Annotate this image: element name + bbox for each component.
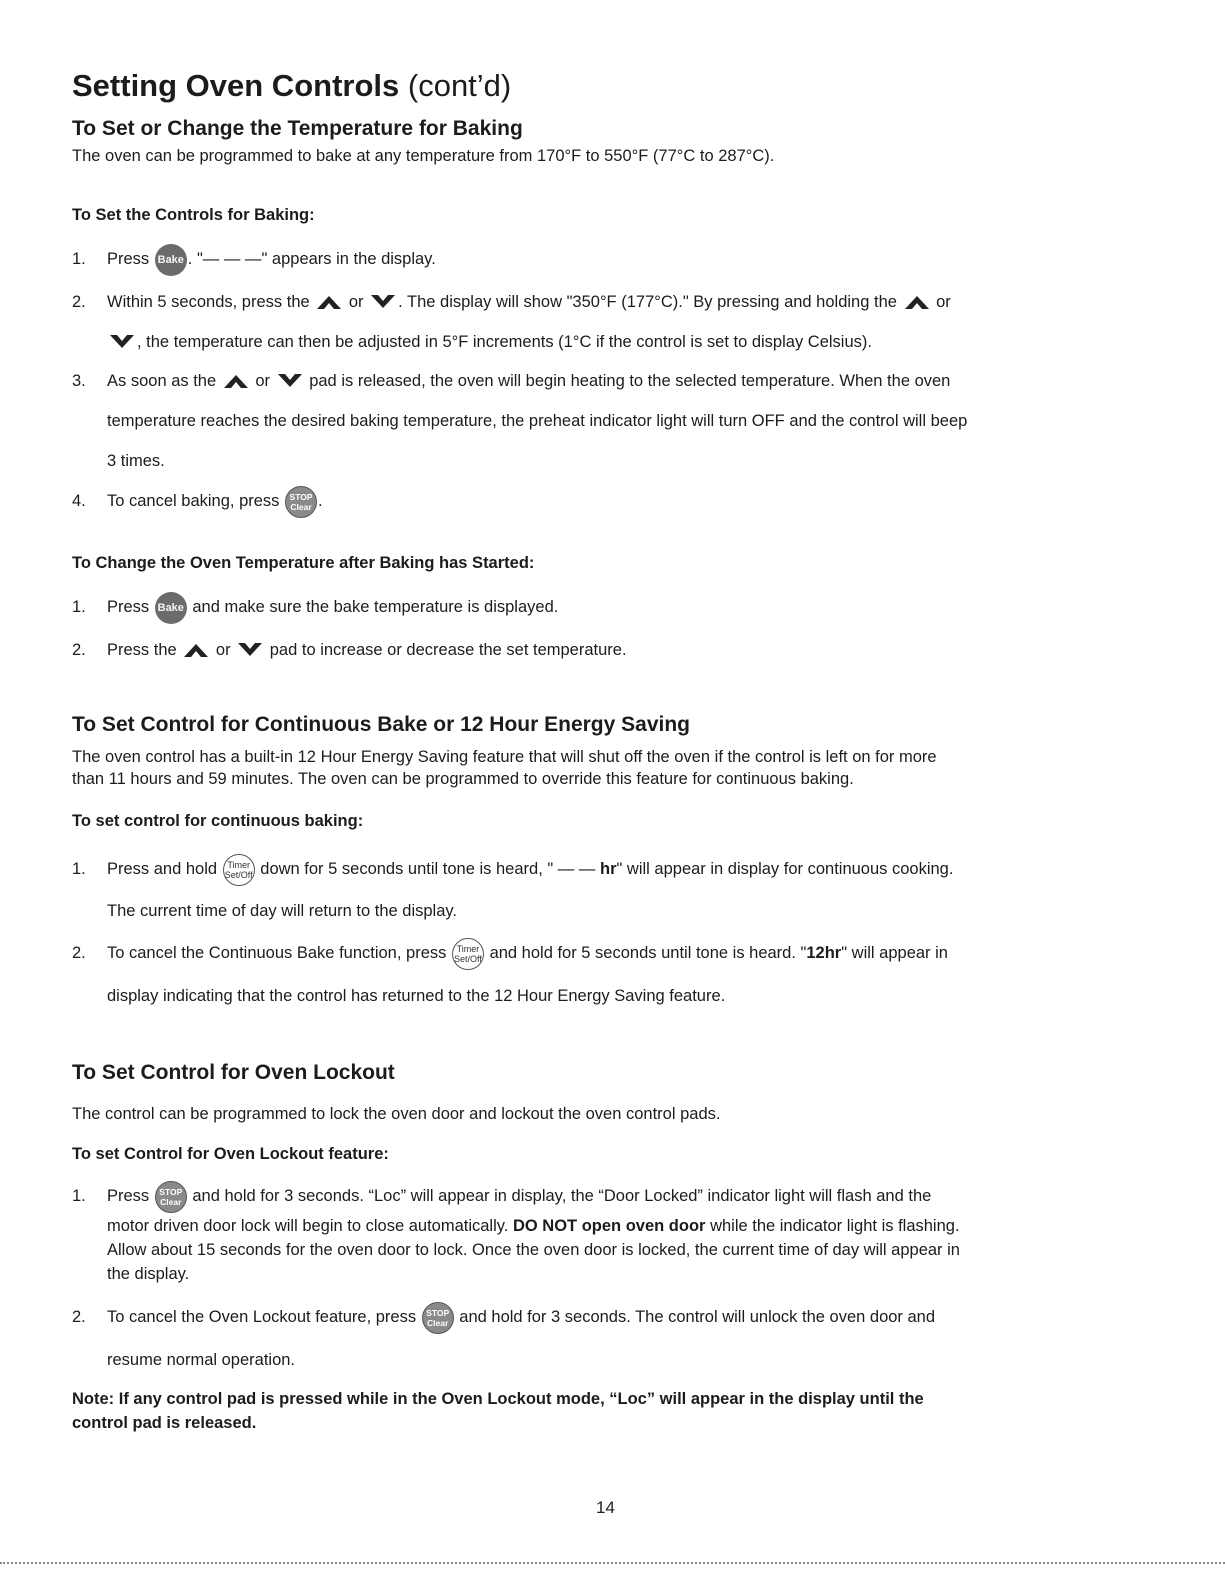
icon-label: STOP	[159, 1186, 183, 1197]
step-number: 2.	[72, 944, 86, 962]
icon-label: Timer	[227, 859, 250, 870]
baking-step-2	[107, 291, 951, 313]
step-text: Within 5 seconds, press the	[107, 293, 310, 311]
step-number: 1.	[72, 598, 86, 616]
step-text: , the temperature can then be adjusted in 5°F increments (1°C if the control is set to display Celsius).	[137, 333, 872, 351]
icon-label: Set/Off	[454, 953, 482, 964]
page-title	[72, 66, 511, 106]
step-text: Press	[107, 1187, 150, 1205]
lockout-step-2	[107, 1306, 935, 1328]
timer-set-off-pad-icon	[452, 938, 484, 970]
baking-step-4	[107, 490, 323, 512]
step-bold-text: hr	[599, 860, 617, 878]
step-text: " will appear in display for continuous cooking.	[616, 860, 954, 878]
step-text: down for 5 seconds until tone is heard, " — —	[260, 860, 596, 878]
stop-clear-pad-icon	[285, 486, 317, 518]
section-intro-continuous: The oven control has a built-in 12 Hour Energy Saving feature that will shut off the oven if the control is left on for more	[72, 748, 937, 766]
subheading-lockout: To set Control for Oven Lockout feature:	[72, 1145, 389, 1163]
change-step-1	[107, 596, 558, 618]
step-text: To cancel the Oven Lockout feature, press	[107, 1308, 417, 1326]
step-text: " will appear in	[841, 944, 948, 962]
icon-label: STOP	[289, 491, 313, 502]
section-intro-continuous-cont: than 11 hours and 59 minutes. The oven can be programmed to override this feature for continuous baking.	[72, 770, 854, 788]
icon-label: STOP	[426, 1307, 450, 1318]
icon-label: Clear	[427, 1317, 449, 1328]
step-number: 4.	[72, 492, 86, 510]
step-number: 3.	[72, 372, 86, 390]
icon-label: Timer	[456, 943, 480, 954]
stop-clear-pad-icon	[422, 1302, 454, 1334]
lockout-step-1-line2	[107, 1215, 960, 1237]
timer-set-off-pad-icon	[223, 854, 255, 886]
continuous-step-1-cont: The current time of day will return to the display.	[107, 902, 458, 920]
step-text: or	[348, 293, 364, 311]
step-number: 2.	[72, 641, 86, 659]
step-text: . "— — —" appears in the display.	[187, 250, 436, 268]
page-bottom-rule	[0, 1562, 1225, 1566]
step-text: Press	[107, 598, 150, 616]
step-text: . The display will show "350°F (177°C)." By pressing and holding the	[398, 293, 897, 311]
baking-step-2-cont	[107, 331, 872, 353]
bake-pad-icon: Bake	[155, 592, 187, 624]
up-arrow-pad-icon	[223, 373, 249, 389]
step-text: As soon as the	[107, 372, 217, 390]
step-number: 1.	[72, 250, 86, 268]
page-title-main: Setting Oven Controls	[72, 68, 400, 103]
subheading-change-temp: To Change the Oven Temperature after Baking has Started:	[72, 554, 535, 572]
bake-pad-icon: Bake	[155, 244, 187, 276]
step-text: Press	[107, 250, 150, 268]
lockout-note-cont: control pad is released.	[72, 1414, 257, 1432]
icon-label: Clear	[160, 1196, 182, 1207]
step-text: and hold for 5 seconds until tone is heard. "	[489, 944, 807, 962]
step-text: or	[215, 641, 231, 659]
down-arrow-pad-icon	[237, 642, 263, 658]
step-text: To cancel the Continuous Bake function, press	[107, 944, 447, 962]
continuous-step-1	[107, 858, 953, 880]
section-intro-lockout: The control can be programmed to lock the oven door and lockout the oven control pads.	[72, 1105, 721, 1123]
step-bold-text: 12hr	[806, 944, 842, 962]
continuous-step-2-cont: display indicating that the control has returned to the 12 Hour Energy Saving feature.	[107, 987, 726, 1005]
step-text: pad is released, the oven will begin heating to the selected temperature. When the oven	[309, 372, 951, 390]
step-text: and make sure the bake temperature is displayed.	[192, 598, 559, 616]
step-text: pad to increase or decrease the set temperature.	[269, 641, 627, 659]
step-number: 2.	[72, 293, 86, 311]
icon-label: Clear	[290, 501, 312, 512]
step-number: 2.	[72, 1308, 86, 1326]
baking-step-3-cont: temperature reaches the desired baking temperature, the preheat indicator light will turn OFF and the control will beep	[107, 412, 968, 430]
step-number: 1.	[72, 1187, 86, 1205]
step-text: and hold for 3 seconds. The control will unlock the oven door and	[459, 1308, 936, 1326]
continuous-step-2	[107, 942, 948, 964]
baking-step-3	[107, 370, 950, 392]
stop-clear-pad-icon	[155, 1181, 187, 1213]
step-text: and hold for 3 seconds. “Loc” will appear in display, the “Door Locked” indicator light will flash and the	[192, 1187, 932, 1205]
icon-label: Set/Off	[224, 869, 253, 880]
lockout-step-2-cont: resume normal operation.	[107, 1351, 296, 1369]
change-step-2	[107, 639, 627, 661]
lockout-step-1-line3: Allow about 15 seconds for the oven door to lock. Once the oven door is locked, the current time of day will appear in	[107, 1241, 960, 1259]
baking-step-1	[107, 248, 436, 270]
section-heading-continuous: To Set Control for Continuous Bake or 12 Hour Energy Saving	[72, 713, 691, 736]
step-number: 1.	[72, 860, 86, 878]
down-arrow-pad-icon	[277, 373, 303, 389]
section-heading-baking: To Set or Change the Temperature for Baking	[72, 117, 523, 140]
subheading-set-controls: To Set the Controls for Baking:	[72, 206, 315, 224]
step-text: motor driven door lock will begin to close automatically.	[107, 1217, 509, 1235]
down-arrow-pad-icon	[370, 294, 396, 310]
lockout-step-1	[107, 1185, 931, 1207]
subheading-continuous: To set control for continuous baking:	[72, 812, 364, 830]
lockout-note: Note: If any control pad is pressed while in the Oven Lockout mode, “Loc” will appear in the display until the	[72, 1390, 924, 1408]
step-text: or	[936, 293, 951, 311]
up-arrow-pad-icon	[183, 642, 209, 658]
step-text: To cancel baking, press	[107, 492, 280, 510]
page-title-suffix: (cont’d)	[407, 68, 512, 103]
step-text: or	[255, 372, 271, 390]
step-bold-text: DO NOT open oven door	[512, 1217, 706, 1235]
up-arrow-pad-icon	[316, 294, 342, 310]
step-text: Press the	[107, 641, 177, 659]
step-text: .	[318, 492, 323, 510]
step-text: while the indicator light is flashing.	[710, 1217, 960, 1235]
section-intro-baking: The oven can be programmed to bake at any temperature from 170°F to 550°F (77°C to 287°C).	[72, 147, 775, 165]
down-arrow-pad-icon	[109, 334, 135, 350]
page-number: 14	[596, 1498, 615, 1517]
lockout-step-1-line4: the display.	[107, 1265, 190, 1283]
step-text: Press and hold	[107, 860, 218, 878]
section-heading-lockout: To Set Control for Oven Lockout	[72, 1061, 395, 1084]
baking-step-3-end: 3 times.	[107, 452, 165, 470]
up-arrow-pad-icon	[904, 294, 930, 310]
